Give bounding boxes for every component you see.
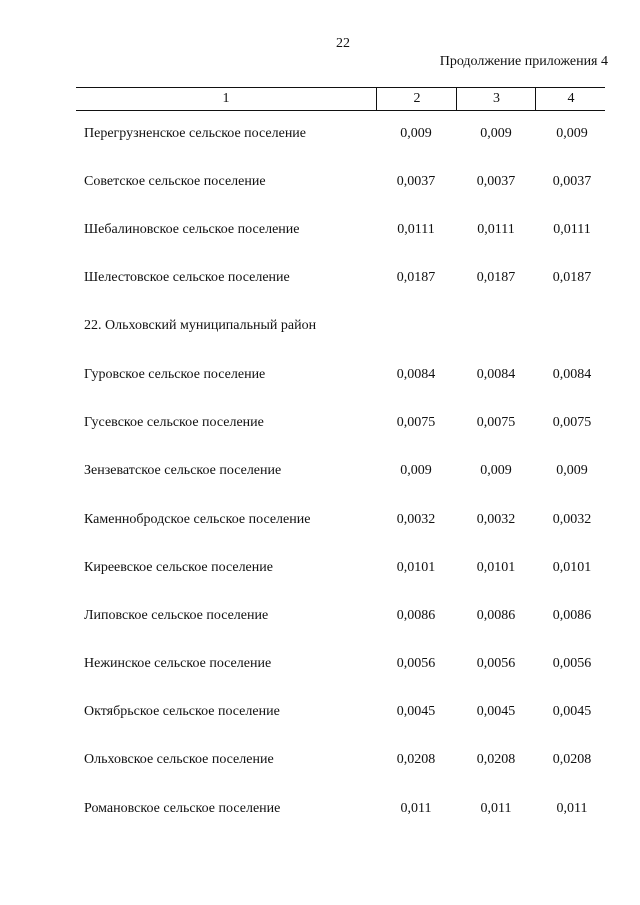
value-col-3: 0,0111 bbox=[477, 222, 515, 237]
value-col-2: 0,0111 bbox=[397, 222, 435, 237]
value-col-3: 0,0084 bbox=[476, 367, 516, 382]
value-col-2: 0,0032 bbox=[396, 512, 436, 527]
value-col-4: 0,0187 bbox=[552, 270, 592, 285]
value-col-4: 0,0032 bbox=[552, 512, 592, 527]
value-col-4: 0,0084 bbox=[552, 367, 592, 382]
value-col-2: 0,009 bbox=[400, 463, 432, 478]
district-heading: 22. Ольховский муниципальный район bbox=[84, 318, 317, 333]
settlement-name: Гуровское сельское поселение bbox=[84, 367, 266, 382]
settlement-name: Октябрьское сельское поселение bbox=[84, 704, 280, 719]
settlement-name: Гусевское сельское поселение bbox=[84, 415, 264, 430]
table-row bbox=[0, 461, 640, 481]
table-row bbox=[0, 799, 640, 819]
column-header-2: 2 bbox=[376, 88, 457, 110]
value-col-2: 0,0208 bbox=[396, 752, 436, 767]
value-col-4: 0,009 bbox=[556, 126, 588, 141]
settlement-name: Шебалиновское сельское поселение bbox=[84, 222, 300, 237]
value-col-4: 0,0208 bbox=[552, 752, 592, 767]
value-col-4: 0,011 bbox=[556, 801, 588, 816]
value-col-3: 0,0075 bbox=[476, 415, 516, 430]
settlement-name: Перегрузненское сельское поселение bbox=[84, 126, 307, 141]
page-number: 22 bbox=[336, 36, 350, 51]
value-col-4: 0,009 bbox=[556, 463, 588, 478]
value-col-2: 0,0101 bbox=[396, 560, 436, 575]
value-col-3: 0,0056 bbox=[476, 656, 516, 671]
value-col-2: 0,0056 bbox=[396, 656, 436, 671]
table-row bbox=[0, 510, 640, 530]
value-col-2: 0,0086 bbox=[396, 608, 436, 623]
value-col-3: 0,0187 bbox=[476, 270, 516, 285]
value-col-4: 0,0086 bbox=[552, 608, 592, 623]
value-col-4: 0,0056 bbox=[552, 656, 592, 671]
settlement-name: Киреевское сельское поселение bbox=[84, 560, 273, 575]
settlement-name: Советское сельское поселение bbox=[84, 174, 266, 189]
settlement-name: Липовское сельское поселение bbox=[84, 608, 269, 623]
settlement-name: Нежинское сельское поселение bbox=[84, 656, 272, 671]
settlement-name: Зензеватское сельское поселение bbox=[84, 463, 282, 478]
table-row bbox=[0, 172, 640, 192]
value-col-2: 0,0187 bbox=[396, 270, 436, 285]
table-row bbox=[0, 268, 640, 288]
value-col-3: 0,009 bbox=[480, 463, 512, 478]
settlement-name: Шелестовское сельское поселение bbox=[84, 270, 290, 285]
value-col-3: 0,0208 bbox=[476, 752, 516, 767]
table-row bbox=[0, 558, 640, 578]
table-row bbox=[0, 750, 640, 770]
table-row bbox=[0, 365, 640, 385]
table-row bbox=[0, 124, 640, 144]
continuation-title: Продолжение приложения 4 bbox=[439, 54, 608, 69]
section-heading-row bbox=[0, 316, 640, 336]
value-col-3: 0,009 bbox=[480, 126, 512, 141]
settlement-name: Ольховское сельское поселение bbox=[84, 752, 274, 767]
value-col-4: 0,0111 bbox=[553, 222, 591, 237]
value-col-3: 0,0101 bbox=[476, 560, 516, 575]
value-col-4: 0,0045 bbox=[552, 704, 592, 719]
value-col-2: 0,0084 bbox=[396, 367, 436, 382]
value-col-3: 0,0037 bbox=[476, 174, 516, 189]
value-col-2: 0,009 bbox=[400, 126, 432, 141]
value-col-2: 0,0075 bbox=[396, 415, 436, 430]
table-row bbox=[0, 220, 640, 240]
column-header-4: 4 bbox=[535, 88, 606, 110]
table-row bbox=[0, 606, 640, 626]
column-header-1: 1 bbox=[222, 91, 230, 106]
value-col-3: 0,0032 bbox=[476, 512, 516, 527]
table-row bbox=[0, 702, 640, 722]
value-col-2: 0,0037 bbox=[396, 174, 436, 189]
value-col-3: 0,0086 bbox=[476, 608, 516, 623]
settlement-name: Каменнобродское сельское поселение bbox=[84, 512, 311, 527]
settlement-name: Романовское сельское поселение bbox=[84, 801, 281, 816]
value-col-4: 0,0075 bbox=[552, 415, 592, 430]
column-header-3: 3 bbox=[456, 88, 536, 110]
value-col-4: 0,0037 bbox=[552, 174, 592, 189]
value-col-3: 0,0045 bbox=[476, 704, 516, 719]
value-col-2: 0,011 bbox=[400, 801, 432, 816]
table-row bbox=[0, 654, 640, 674]
value-col-4: 0,0101 bbox=[552, 560, 592, 575]
value-col-2: 0,0045 bbox=[396, 704, 436, 719]
table-row bbox=[0, 413, 640, 433]
value-col-3: 0,011 bbox=[480, 801, 512, 816]
